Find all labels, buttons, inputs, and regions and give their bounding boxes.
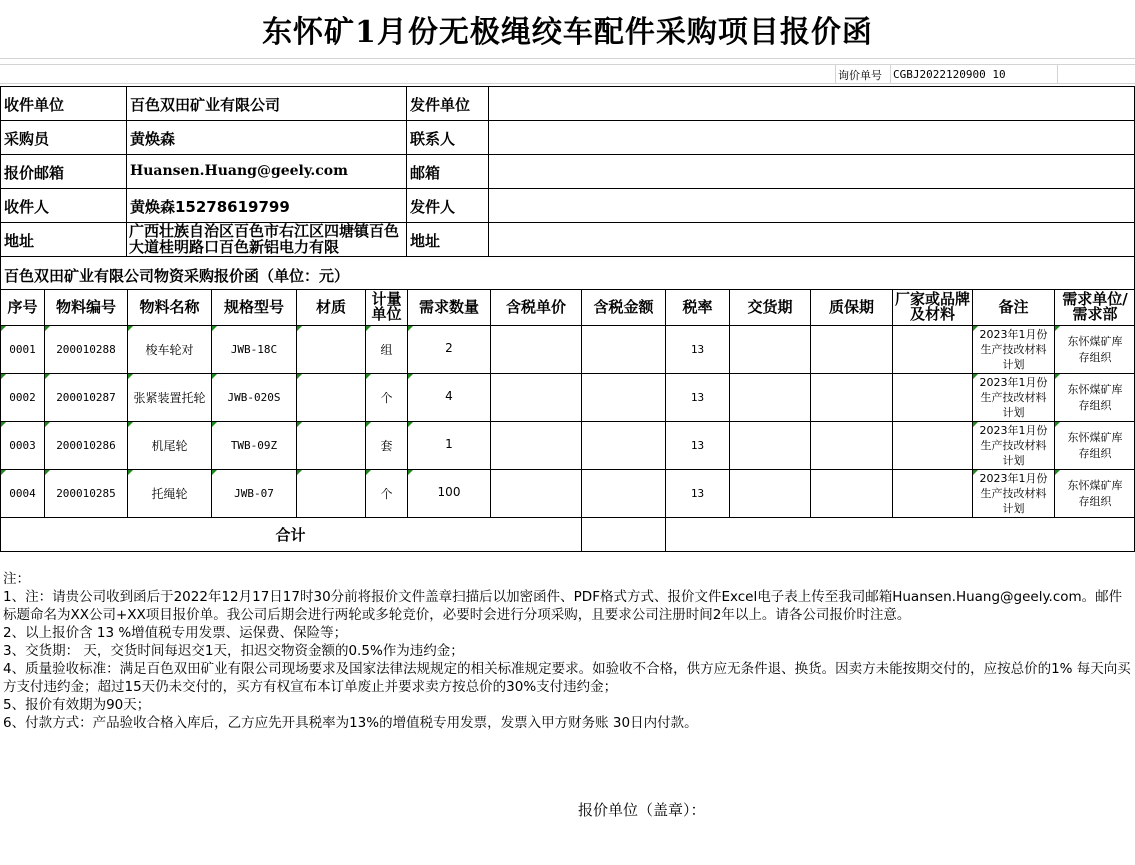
header-cell: 计量单位 — [371, 290, 402, 323]
row-line — [0, 188, 1135, 189]
table-cell-spec: JWB-18C — [230, 343, 278, 356]
table-cell-remark: 2023年1月份生产技改材料计划 — [979, 328, 1048, 371]
table-line — [0, 551, 1135, 552]
cell-marker-icon — [212, 374, 217, 379]
cell-marker-icon — [973, 470, 978, 475]
cell-marker-icon — [366, 422, 371, 427]
address-value: 广西壮族自治区百色市右江区四塘镇百色大道桂明路口百色新铝电力有限 — [129, 223, 400, 256]
cell-marker-icon — [973, 374, 978, 379]
table-cell-remark: 2023年1月份生产技改材料计划 — [979, 424, 1048, 467]
cell-marker-icon — [1055, 374, 1060, 379]
receiver-unit-label: 收件单位 — [4, 96, 65, 114]
cell-marker-icon — [973, 326, 978, 331]
table-cell-dept: 东怀煤矿库存组织 — [1067, 478, 1123, 508]
table-cell-code: 200010285 — [56, 487, 116, 500]
header-cell: 质保期 — [828, 298, 874, 316]
cell-marker-icon — [297, 470, 302, 475]
header-cell: 需求单位/需求部 — [1062, 290, 1128, 323]
header-cell: 税率 — [682, 298, 713, 316]
cell-marker-icon — [128, 470, 133, 475]
cell-marker-icon — [128, 374, 133, 379]
page-title: 东怀矿1月份无极绳绞车配件采购项目报价函 — [262, 15, 873, 50]
table-cell-code: 200010286 — [56, 439, 116, 452]
header-cell: 含税金额 — [593, 298, 654, 316]
receiver-unit-value: 百色双田矿业有限公司 — [130, 96, 281, 114]
table-cell-no: 0003 — [9, 439, 36, 452]
cell-marker-icon — [212, 470, 217, 475]
table-line — [665, 517, 666, 551]
cell-marker-icon — [128, 422, 133, 427]
table-cell-unit: 个 — [380, 487, 393, 501]
table-cell-no: 0004 — [9, 487, 36, 500]
cell-marker-icon — [297, 374, 302, 379]
table-cell-qty: 4 — [445, 389, 453, 403]
address2-label: 地址 — [410, 232, 441, 250]
table-cell-no: 0001 — [9, 343, 36, 356]
table-cell-dept: 东怀煤矿库存组织 — [1067, 334, 1123, 364]
table-cell-remark: 2023年1月份生产技改材料计划 — [979, 472, 1048, 515]
quote-table — [0, 289, 1135, 551]
notes-text: 注： 1、注：请贵公司收到函后于2022年12月17日17时30分前将报价文件盖章扫描后以加密函件、PDF格式方式、报价文件Excel电子表上传至我司邮箱Huansen.Huang@geely.com。邮件标题命名为XX公司+XX项目报价单。我公司后期会进行两轮或多轮竞价，必要时会进行分项采购，且要求公司注册时间2年以上。请各公司报价时注意。 2、以上报价含 13 %增值税专用发票、运保费、保险等； 3、交货期： 天，交货时间每迟交1天，扣迟交物资金额的0.5%作为违约金； 4、质量验收标准：满足百色双田矿业有限公司现场要求及国家法律法规规定的相关标准规定要求。如验收不合格，供方应无条件退、换货。因卖方未能按期交付的，应按总价的1% 每天向买方支付违约金；超过15天仍未交付的，买方有权宣布本订单废止并要求卖方按总价的30%支付违约金； 5、报价有效期为90天； 6、付款方式：产品验收合格入库后，乙方应先开具税率为13%的增值税专用发票，发票入甲方财务账 30日内付款。 — [3, 571, 1131, 731]
cell-marker-icon — [1055, 470, 1060, 475]
header-cell: 材质 — [315, 298, 346, 316]
table-cell-no: 0002 — [9, 391, 36, 404]
cell-marker-icon — [408, 326, 413, 331]
header-cell: 需求数量 — [418, 298, 479, 316]
mail-label: 邮箱 — [410, 164, 441, 182]
cell-marker-icon — [45, 470, 50, 475]
contact-label: 联系人 — [410, 130, 456, 148]
table-cell-qty: 100 — [437, 485, 461, 499]
cell-marker-icon — [1, 374, 6, 379]
cell-marker-icon — [408, 422, 413, 427]
cell-marker-icon — [1055, 326, 1060, 331]
sender-label: 发件人 — [410, 198, 456, 216]
email-label: 报价邮箱 — [4, 164, 65, 182]
grid-line — [0, 64, 1135, 65]
cell-marker-icon — [366, 470, 371, 475]
table-line — [581, 517, 582, 551]
table-cell-unit: 套 — [380, 439, 393, 453]
table-cell-name: 梭车轮对 — [145, 343, 194, 357]
table-cell-spec: JWB-07 — [234, 487, 274, 500]
inquiry-value: CGBJ2022120900 10 — [893, 68, 1006, 81]
table-cell-dept: 东怀煤矿库存组织 — [1067, 382, 1123, 412]
table-cell-spec: JWB-020S — [227, 391, 281, 404]
header-cell: 物料名称 — [139, 298, 200, 316]
table-cell-unit: 组 — [380, 343, 393, 357]
col-line — [126, 86, 127, 257]
col-line — [488, 86, 489, 257]
header-cell: 交货期 — [747, 298, 793, 316]
cell-marker-icon — [297, 326, 302, 331]
table-cell-remark: 2023年1月份生产技改材料计划 — [979, 376, 1048, 419]
email-value[interactable]: Huansen.Huang@geely.com — [130, 163, 348, 179]
cell-marker-icon — [45, 326, 50, 331]
table-cell-tax: 13 — [690, 487, 705, 500]
cell-marker-icon — [973, 422, 978, 427]
recipient-label: 收件人 — [4, 198, 50, 216]
cell-marker-icon — [1, 326, 6, 331]
grid-line — [0, 83, 1135, 84]
table-cell-tax: 13 — [690, 391, 705, 404]
grid-line — [1057, 64, 1058, 84]
table-cell-name: 张紧装置托轮 — [133, 391, 206, 405]
cell-marker-icon — [366, 326, 371, 331]
row-line — [0, 154, 1135, 155]
cell-marker-icon — [45, 374, 50, 379]
cell-marker-icon — [297, 422, 302, 427]
table-cell-unit: 个 — [380, 391, 393, 405]
cell-marker-icon — [1055, 422, 1060, 427]
recipient-value: 黄焕森15278619799 — [130, 198, 290, 216]
row-line — [0, 120, 1135, 121]
table-cell-qty: 1 — [445, 437, 453, 451]
cell-marker-icon — [128, 326, 133, 331]
buyer-label: 采购员 — [4, 130, 50, 148]
table-cell-code: 200010287 — [56, 391, 116, 404]
cell-marker-icon — [1, 470, 6, 475]
header-cell: 备注 — [998, 298, 1029, 316]
section-title: 百色双田矿业有限公司物资采购报价函（单位：元） — [4, 267, 350, 285]
grid-line — [835, 64, 836, 84]
table-cell-name: 机尾轮 — [151, 439, 188, 453]
total-label: 合计 — [275, 526, 306, 544]
table-cell-spec: TWB-09Z — [230, 439, 278, 452]
table-cell-qty: 2 — [445, 341, 453, 355]
cell-marker-icon — [366, 374, 371, 379]
table-cell-tax: 13 — [690, 439, 705, 452]
stamp-label: 报价单位（盖章）： — [578, 801, 706, 819]
header-cell: 序号 — [7, 298, 38, 316]
cell-marker-icon — [212, 326, 217, 331]
table-cell-name: 托绳轮 — [151, 487, 188, 501]
cell-marker-icon — [408, 374, 413, 379]
grid-line — [0, 58, 1135, 59]
cell-marker-icon — [408, 470, 413, 475]
inquiry-label: 询价单号 — [838, 69, 882, 82]
grid-line — [890, 64, 891, 84]
sender-unit-label: 发件单位 — [410, 96, 471, 114]
table-cell-tax: 13 — [690, 343, 705, 356]
table-cell-code: 200010288 — [56, 343, 116, 356]
cell-marker-icon — [1, 422, 6, 427]
header-cell: 厂家或品牌及材料 — [894, 290, 970, 323]
header-cell: 规格型号 — [223, 298, 284, 316]
cell-marker-icon — [212, 422, 217, 427]
col-line — [406, 86, 407, 257]
table-cell-dept: 东怀煤矿库存组织 — [1067, 430, 1123, 460]
header-cell: 含税单价 — [505, 298, 566, 316]
address-label: 地址 — [4, 232, 35, 250]
header-cell: 物料编号 — [55, 298, 116, 316]
buyer-value: 黄焕森 — [130, 130, 176, 148]
cell-marker-icon — [45, 422, 50, 427]
